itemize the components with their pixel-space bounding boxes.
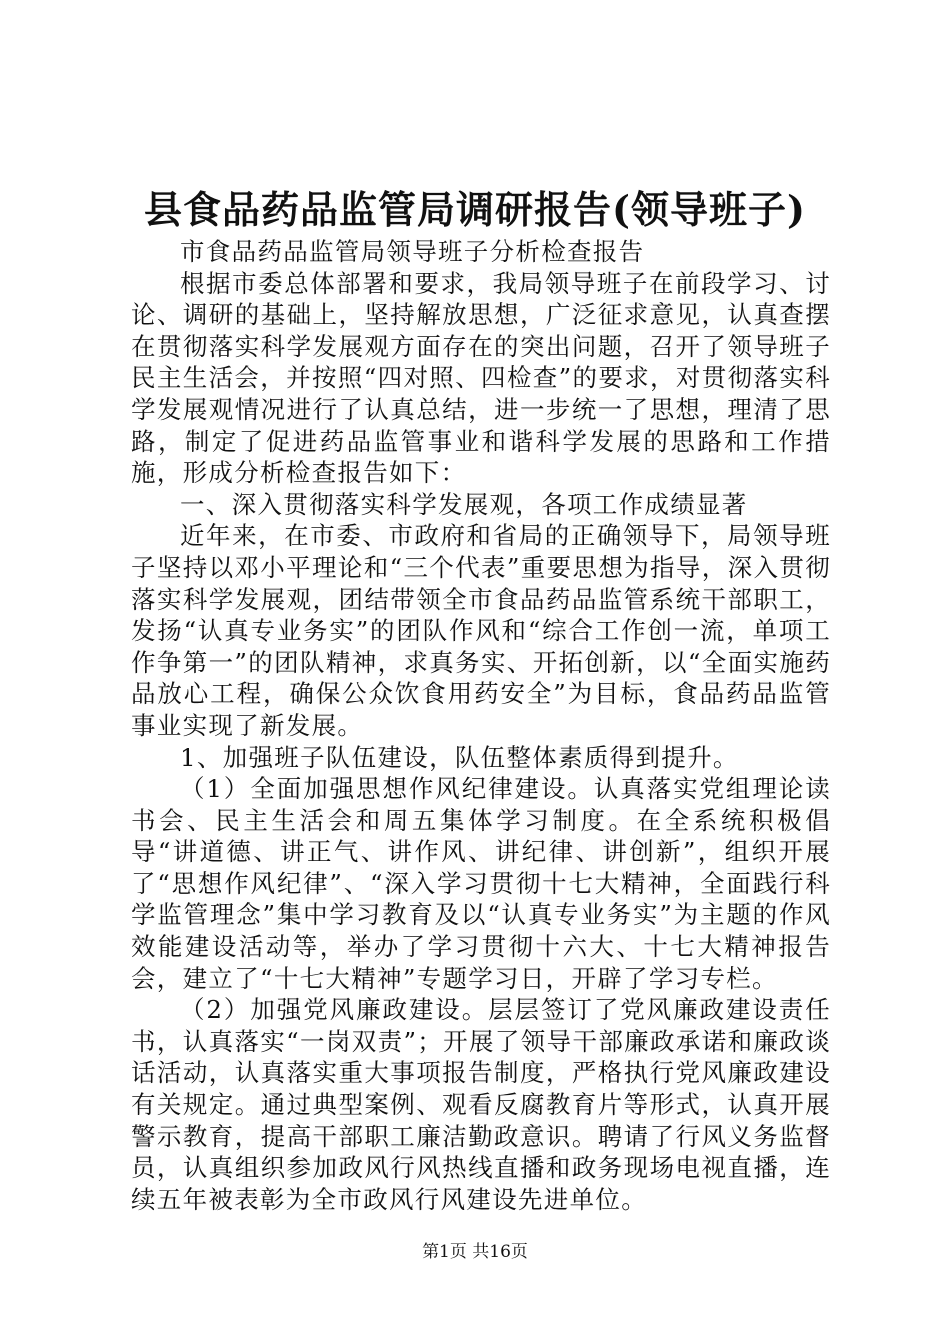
document-title: 县食品药品监管局调研报告(领导班子) xyxy=(144,187,806,232)
subitem-paragraph-2: （2）加强党风廉政建设。层层签订了党风廉政建设责任书，认真落实“一岗双责”；开展了领导干部廉政承诺和廉政谈话活动，认真落实重大事项报告制度，严格执行党风廉政建设有关规定。通过典型案例、观看反腐教育片等形式，认真开展警示教育，提高干部职工廉洁勤政意识。聘请了行风义务监督员，认真组织参加政风行风热线直播和政务现场电视直播，连续五年被表彰为全市政风行风建设先进单位。 xyxy=(131,995,831,1214)
achievements-paragraph: 近年来，在市委、市政府和省局的正确领导下，局领导班子坚持以邓小平理论和“三个代表”重要思想为指导，深入贯彻落实科学发展观，团结带领全市食品药品监管系统干部职工，发扬“认真专业务实”的团队作风和“综合工作创一流，单项工作争第一”的团队精神，求真务实、开拓创新，以“全面实施药品放心工程，确保公众饮食用药安全”为目标，食品药品监管事业实现了新发展。 xyxy=(131,521,831,740)
document-body xyxy=(131,236,831,1215)
page-number-footer: 第1页 共16页 xyxy=(422,1242,528,1262)
subitem-paragraph-1: （1）全面加强思想作风纪律建设。认真落实党组理论读书会、民主生活会和周五集体学习制度。在全系统积极倡导“讲道德、讲正气、讲作风、讲纪律、讲创新”，组织开展了“思想作风纪律”、“深入学习贯彻十七大精神，全面践行科学监管理念”集中学习教育及以“认真专业务实”为主题的作风效能建设活动等，举办了学习贯彻十六大、十七大精神报告会，建立了“十七大精神”专题学习日，开辟了学习专栏。 xyxy=(131,774,831,993)
item-heading-1: 1、加强班子队伍建设，队伍整体素质得到提升。 xyxy=(180,742,739,772)
intro-paragraph: 根据市委总体部署和要求，我局领导班子在前段学习、讨论、调研的基础上，坚持解放思想，广泛征求意见，认真查摆在贯彻落实科学发展观方面存在的突出问题，召开了领导班子民主生活会，并按照“四对照、四检查”的要求，对贯彻落实科学发展观情况进行了认真总结，进一步统一了思想，理清了思路，制定了促进药品监管事业和谐科学发展的思路和工作措施，形成分析检查报告如下： xyxy=(131,268,831,488)
report-subtitle-paragraph: 市食品药品监管局领导班子分析检查报告 xyxy=(180,237,645,266)
section-heading-1: 一、深入贯彻落实科学发展观，各项工作成绩显著 xyxy=(180,489,748,519)
